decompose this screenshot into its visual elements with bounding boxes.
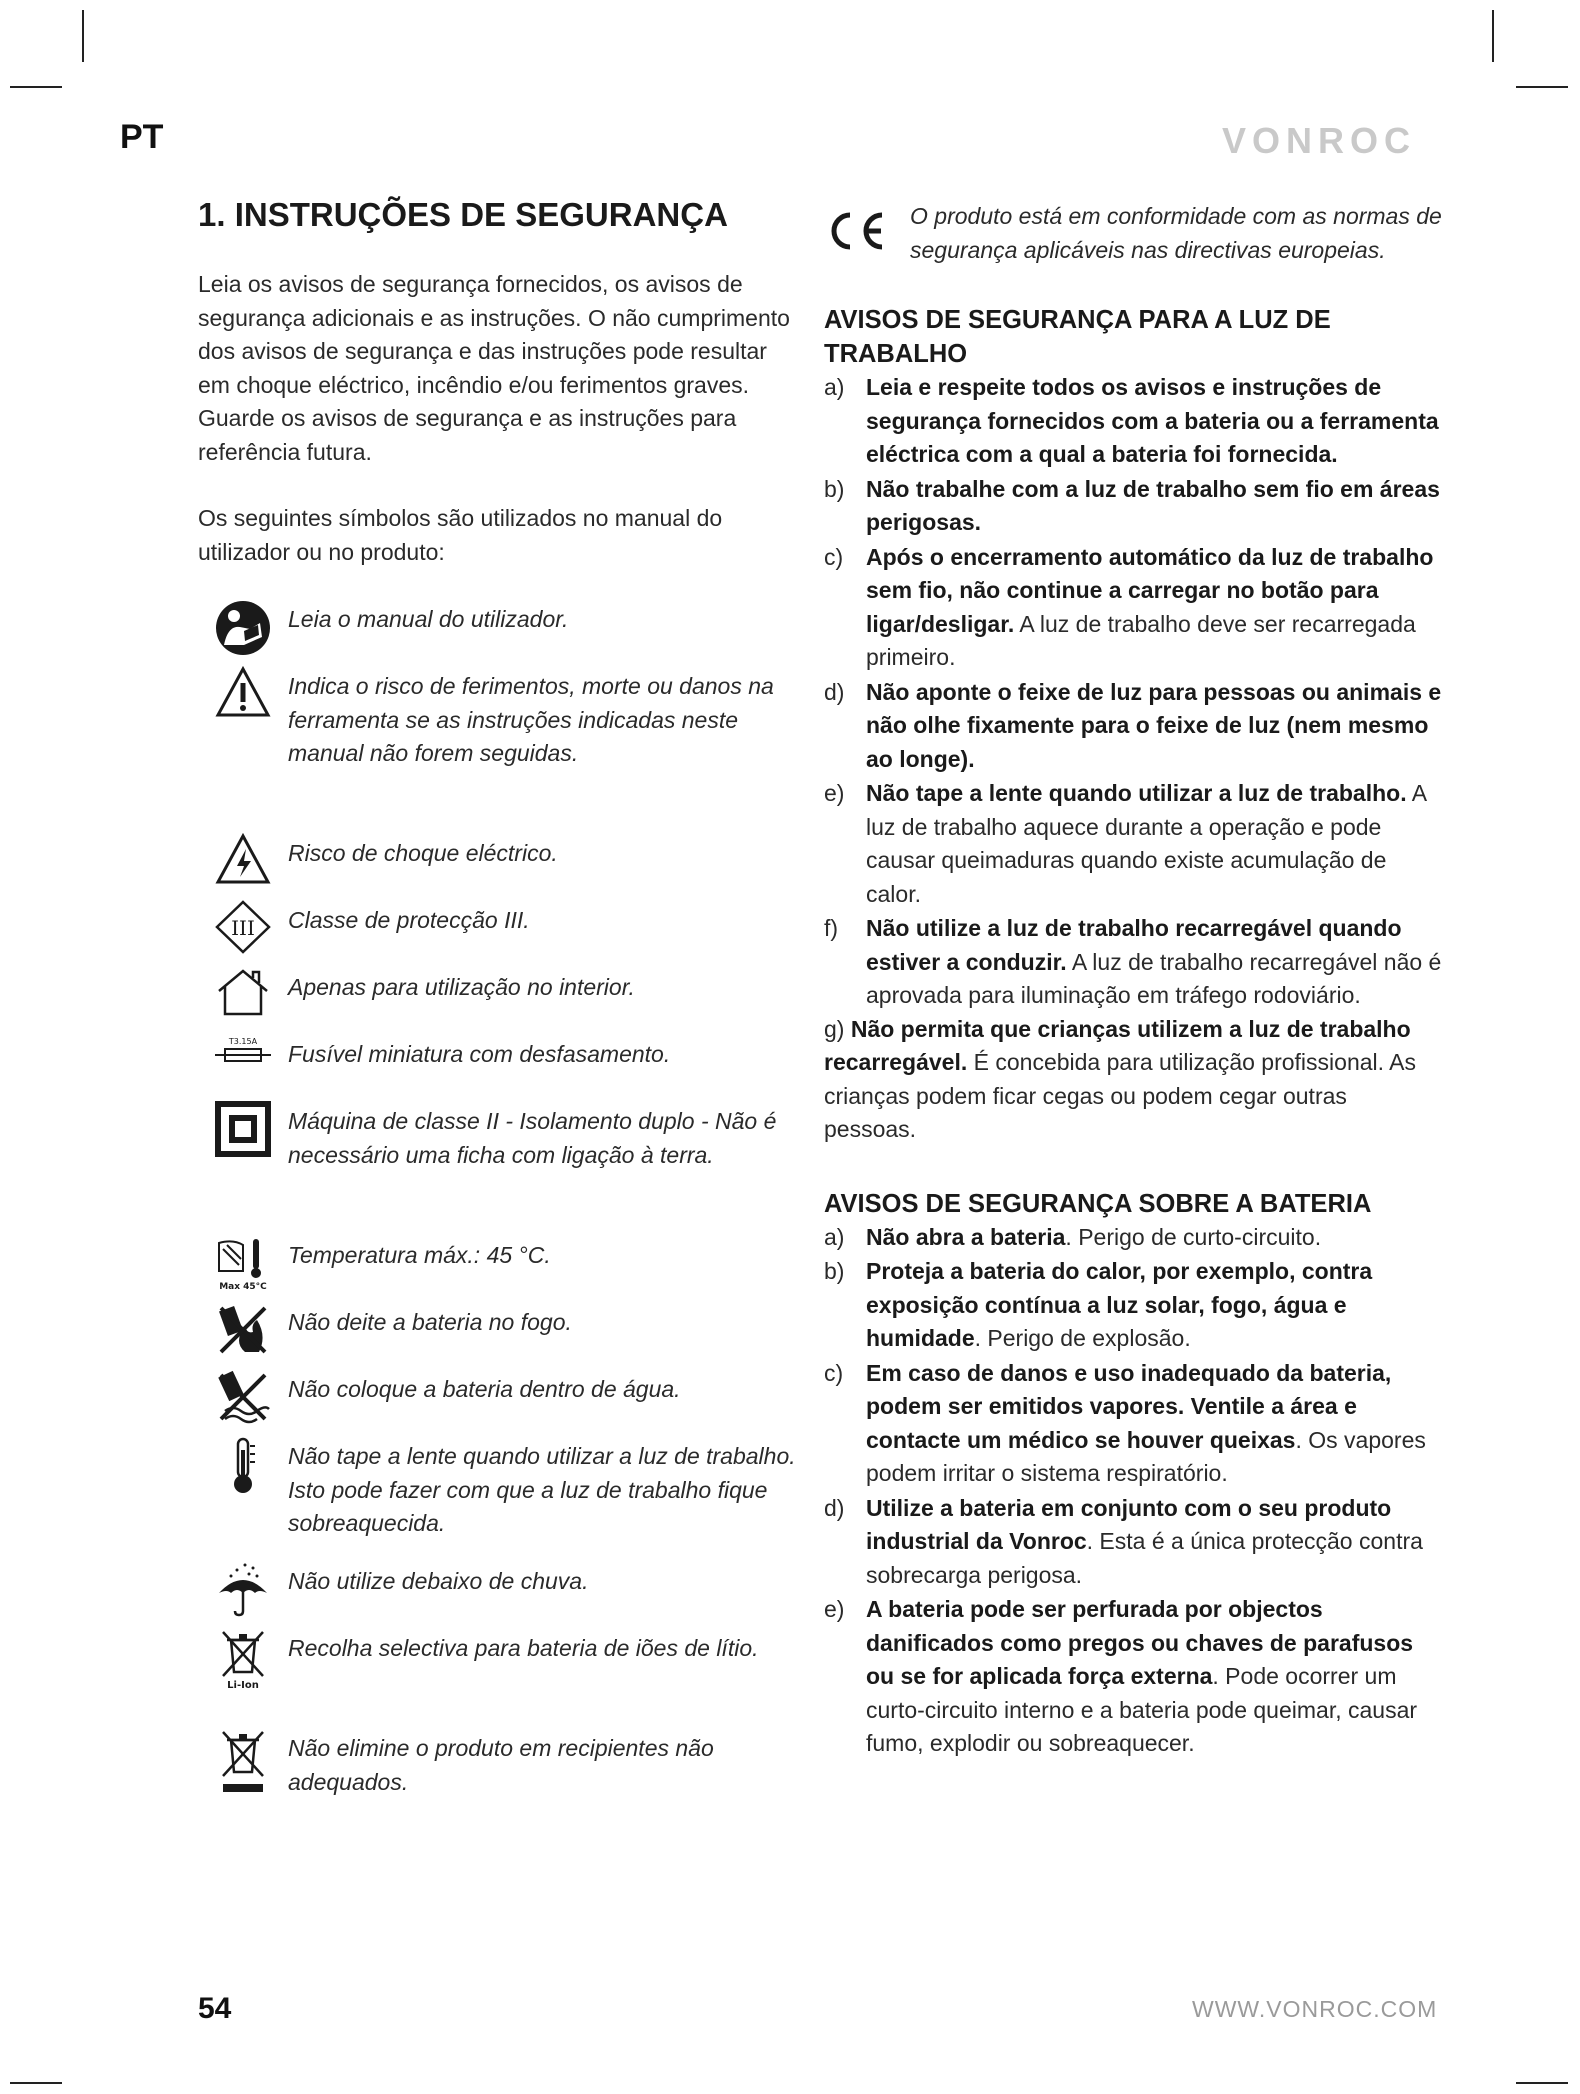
item-rest: . Pode ocorrer um curto-circuito interno e a bateria pode queimar, causar fumo, explodir ou sobreaquecer. [866, 1663, 1418, 1756]
fuse-label: T3.15A [228, 1037, 258, 1046]
electric-shock-icon [198, 833, 288, 885]
language-code: PT [120, 118, 164, 156]
worklight-warnings-list [824, 371, 1444, 1147]
item-label: c) [824, 1359, 844, 1386]
symbol-row [198, 1369, 798, 1436]
no-fire-icon [198, 1302, 288, 1358]
item-rest: A luz de trabalho recarregável não é aprovada para iluminação em tráfego rodoviário. [866, 948, 1442, 1008]
item-label: a) [824, 374, 845, 400]
symbol-text: Máquina de classe II - Isolamento duplo - Não é necessário uma ficha com ligação à terra. [288, 1108, 777, 1168]
symbol-row [198, 1561, 798, 1628]
right-column [824, 200, 1444, 1761]
symbol-row [198, 833, 798, 900]
item-label: e) [824, 1596, 845, 1622]
list-item [824, 371, 1444, 472]
li-ion-recycling-icon [198, 1628, 288, 1690]
ce-mark-icon [824, 200, 910, 257]
warning-triangle-icon [198, 666, 288, 718]
list-item [824, 1593, 1444, 1761]
item-label: c) [824, 543, 844, 570]
item-label: d) [824, 1494, 845, 1521]
symbols-intro: Os seguintes símbolos são utilizados no manual do utilizador ou no produto: [198, 505, 723, 565]
class-ii-insulation-icon [198, 1101, 288, 1157]
item-rest: A luz de trabalho aquece durante a operação e pode causar queimaduras quando existe acumulação de calor. [866, 780, 1426, 907]
left-column [198, 196, 798, 1808]
item-bold: Em caso de danos e uso inadequado da bateria, podem ser emitidos vapores. Ventile a área e contacte um médico se houver queixas [866, 1359, 1392, 1453]
symbol-text: Não tape a lente quando utilizar a luz de trabalho. Isto pode fazer com que a luz de trabalho fique sobreaquecida. [288, 1443, 796, 1536]
item-label: d) [824, 678, 845, 705]
item-bold: Não trabalhe com a luz de trabalho sem fio em áreas perigosas. [866, 475, 1440, 535]
list-item [824, 1357, 1444, 1491]
item-label: e) [824, 780, 845, 806]
item-label: b) [824, 475, 845, 502]
intro-paragraph: Leia os avisos de segurança fornecidos, os avisos de segurança adicionais e as instruções. O não cumprimento dos avisos de segurança e das instruções pode resultar em choque eléctrico, incêndio e/ou ferimentos graves. Guarde os avisos de segurança e as instruções para referência futura. [198, 271, 790, 465]
no-rain-icon [198, 1561, 288, 1617]
ce-conformity [824, 200, 1444, 267]
list-item [824, 1221, 1444, 1255]
max-temp-label: Max 45°C [219, 1282, 267, 1291]
list-item [824, 912, 1444, 1013]
item-rest: É concebida para utilização profissional. As crianças podem ficar cegas ou podem cegar outras pessoas. [824, 1049, 1416, 1142]
list-item-g [824, 1013, 1444, 1147]
no-water-icon [198, 1369, 288, 1425]
symbol-row [198, 967, 798, 1034]
item-bold: A bateria pode ser perfurada por objectos danificados como pregos ou chaves de parafusos ou se for aplicada força externa [866, 1596, 1414, 1689]
list-item [824, 676, 1444, 777]
crop-mark [10, 86, 62, 88]
item-rest: A luz de trabalho deve ser recarregada primeiro. [866, 610, 1416, 670]
section-title: 1. INSTRUÇÕES DE SEGURANÇA [198, 196, 728, 233]
ce-text: O produto está em conformidade com as normas de segurança aplicáveis nas directivas europeias. [910, 203, 1442, 263]
svg-text:III: III [231, 916, 255, 940]
item-label: g) [824, 1015, 845, 1042]
symbol-row [198, 1436, 798, 1561]
symbol-row [198, 900, 798, 967]
item-bold: Leia e respeite todos os avisos e instruções de segurança fornecidos com a bateria ou a ferramenta eléctrica com a qual a bateria foi fornecida. [866, 374, 1439, 467]
list-item [824, 473, 1444, 540]
list-item [824, 777, 1444, 911]
symbol-row [198, 1628, 798, 1728]
symbol-text: Risco de choque eléctrico. [288, 840, 558, 866]
symbol-text: Temperatura máx.: 45 °C. [288, 1242, 551, 1268]
symbol-list [198, 599, 798, 1808]
protection-class-iii-icon [198, 900, 288, 954]
item-label: f) [824, 915, 839, 941]
website-url: WWW.VONROC.COM [1192, 1996, 1438, 2022]
crop-mark [10, 2082, 62, 2084]
symbol-row [198, 599, 798, 666]
item-rest: . Os vapores podem irritar o sistema respiratório. [866, 1426, 1426, 1486]
worklight-warnings-title: AVISOS DE SEGURANÇA PARA A LUZ DE TRABALHO [824, 306, 1331, 368]
li-ion-label: Li-Ion [227, 1680, 259, 1690]
symbol-text: Leia o manual do utilizador. [288, 606, 569, 632]
list-item [824, 1255, 1444, 1356]
symbol-row [198, 1235, 798, 1302]
item-bold: Utilize a bateria em conjunto com o seu produto industrial da Vonroc [866, 1494, 1392, 1554]
item-bold: Não permita que crianças utilizem a luz de trabalho recarregável. [824, 1015, 1411, 1075]
item-bold: Não tape a lente quando utilizar a luz de trabalho. [866, 780, 1407, 806]
battery-warnings-list [824, 1221, 1444, 1761]
symbol-row [198, 1101, 798, 1235]
list-item [824, 1492, 1444, 1593]
item-label: a) [824, 1223, 845, 1250]
symbol-text: Indica o risco de ferimentos, morte ou danos na ferramenta se as instruções indicadas neste manual não forem seguidas. [288, 673, 774, 766]
max-temperature-icon [198, 1235, 288, 1291]
brand-logo: VONROC [1222, 120, 1417, 161]
item-bold: Proteja a bateria do calor, por exemplo, contra exposição contínua a luz solar, fogo, água e humidade [866, 1258, 1373, 1351]
item-rest: . Perigo de curto-circuito. [1065, 1223, 1322, 1250]
read-manual-icon [198, 599, 288, 657]
symbol-row [198, 1728, 798, 1808]
crop-mark [1516, 86, 1568, 88]
crossed-bin-icon [198, 1728, 288, 1794]
item-label: b) [824, 1258, 845, 1284]
item-rest: . Esta é a única protecção contra sobrecarga perigosa. [866, 1528, 1423, 1588]
crop-mark [1492, 10, 1494, 62]
symbol-text: Não coloque a bateria dentro de água. [288, 1376, 681, 1402]
list-item [824, 541, 1444, 675]
item-bold: Não abra a bateria [866, 1223, 1066, 1250]
item-bold: Após o encerramento automático da luz de trabalho sem fio, não continue a carregar no botão para ligar/desligar. [866, 543, 1434, 637]
crop-mark [82, 10, 84, 62]
crop-mark [1516, 2082, 1568, 2084]
item-bold: Não aponte o feixe de luz para pessoas ou animais e não olhe fixamente para o feixe de luz (nem mesmo ao longe). [866, 678, 1442, 772]
fuse-icon [198, 1034, 288, 1068]
symbol-text: Apenas para utilização no interior. [288, 974, 635, 1000]
page-number: 54 [198, 1992, 232, 2025]
battery-warnings-title: AVISOS DE SEGURANÇA SOBRE A BATERIA [824, 1189, 1372, 1218]
thermometer-icon [198, 1436, 288, 1496]
symbol-row [198, 666, 798, 833]
item-rest: . Perigo de explosão. [974, 1325, 1191, 1351]
indoor-use-icon [198, 967, 288, 1017]
symbol-row [198, 1034, 798, 1101]
item-bold: Não utilize a luz de trabalho recarregável quando estiver a conduzir. [866, 915, 1402, 975]
symbol-text: Recolha selectiva para bateria de iões de lítio. [288, 1635, 759, 1661]
symbol-text: Não utilize debaixo de chuva. [288, 1568, 589, 1594]
symbol-text: Não deite a bateria no fogo. [288, 1309, 572, 1335]
symbol-row [198, 1302, 798, 1369]
symbol-text: Fusível miniatura com desfasamento. [288, 1041, 671, 1067]
symbol-text: Classe de protecção III. [288, 907, 530, 933]
symbol-text: Não elimine o produto em recipientes não adequados. [288, 1735, 714, 1795]
